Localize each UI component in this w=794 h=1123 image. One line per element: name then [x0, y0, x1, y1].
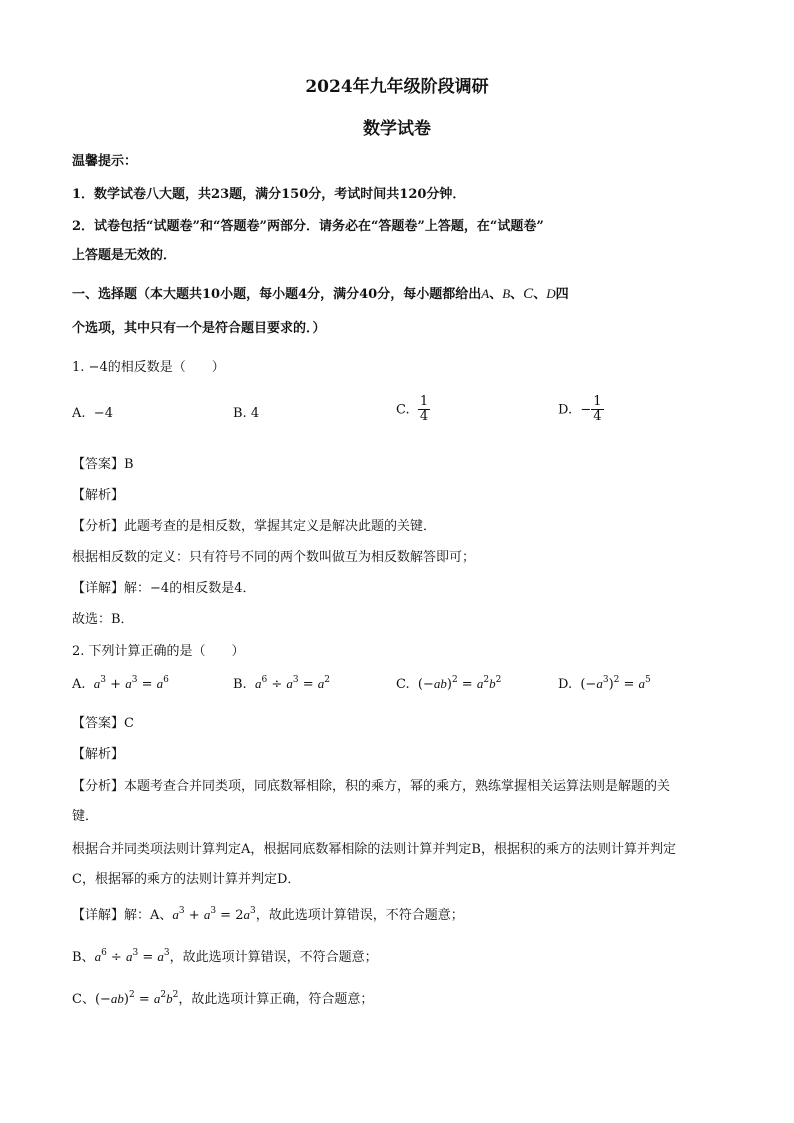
detail-post: ，故此选项计算正确，符合题意；: [178, 992, 374, 1007]
tips-item-2-line-2: 上答题是无效的．: [72, 248, 177, 263]
question-text: 下列计算正确的是（ ）: [88, 644, 245, 659]
option-value: −4: [93, 406, 113, 421]
q2-option-a: [72, 676, 169, 692]
q2-option-c: [396, 676, 501, 692]
q2-detail-c: [72, 988, 373, 1007]
q1-analysis-tag: 【解析】: [72, 488, 125, 503]
fraction: [591, 395, 603, 425]
answer-value: C: [124, 716, 134, 731]
q1-rule: 根据相反数的定义：只有符号不同的两个数叫做互为相反数解答即可；: [72, 550, 476, 565]
detail-post: ，故此选项计算错误，不符合题意；: [255, 908, 464, 923]
option-label: A.: [72, 677, 86, 692]
question-number: 1.: [72, 360, 85, 375]
formula: $(-a^3)^2 = a^5$: [580, 675, 651, 692]
formula: $a^6 \div a^3 = a^2$: [254, 675, 330, 692]
q1-option-c: [396, 395, 430, 425]
q2-fenxi-line-1: [72, 775, 670, 794]
formula: $(-ab)^2 = a^2b^2$: [94, 990, 179, 1007]
numerator: 1: [593, 394, 602, 409]
denominator: 4: [419, 409, 429, 425]
option-label: C.: [396, 402, 410, 418]
separator: 、: [510, 287, 524, 302]
fenxi-text: 本题考查合并同类项，同底数幂相除，积的乘方，幂的乘方，熟练掌握相关运算法则是解题的关: [124, 779, 671, 794]
fraction: [418, 395, 430, 425]
q1-option-d: [558, 395, 604, 425]
detail-post: ，故此选项计算错误，不符合题意；: [169, 950, 378, 965]
q2-option-d: [558, 676, 651, 692]
q1-answer: [72, 453, 134, 472]
option-label: C.: [396, 677, 410, 692]
formula: $a^3 + a^3 = 2a^3$: [172, 906, 256, 923]
q2-answer: [72, 712, 134, 731]
exam-subtitle: 数学试卷: [363, 119, 431, 139]
q2-detail-a: [72, 904, 464, 923]
option-label: A.: [72, 406, 86, 421]
q1-fenxi: [72, 515, 436, 534]
q1-option-b: [233, 406, 259, 421]
question-text: 的相反数是（ ）: [107, 360, 225, 375]
q1-option-a: [72, 406, 113, 421]
fenxi-text: 此题考查的是相反数，掌握其定义是解决此题的关键．: [124, 519, 437, 534]
question-2-stem: [72, 640, 245, 659]
q1-detail: [72, 577, 255, 596]
option-letter-d: D: [546, 286, 556, 301]
tips-label: 温馨提示：: [72, 154, 138, 169]
formula: $(-ab)^2 = a^2b^2$: [417, 675, 502, 692]
fenxi-tag: 【分析】: [72, 519, 125, 534]
detail-pre: 解：: [124, 581, 151, 596]
detail-pre: B、: [72, 950, 95, 965]
option-label: D.: [558, 402, 573, 418]
option-letter-c: C: [523, 286, 534, 302]
detail-post: 的相反数是4．: [169, 581, 256, 596]
math-expression: −4: [150, 581, 170, 596]
exam-title: 2024年九年级阶段调研: [305, 77, 489, 97]
tips-item-1: 1．数学试卷八大题，共23题，满分150分，考试时间共120分钟．: [72, 187, 466, 202]
q2-option-b: [233, 676, 330, 692]
q2-detail-b: [72, 946, 378, 965]
question-1-stem: [72, 356, 225, 375]
answer-value: B: [124, 457, 134, 472]
minus-sign: −: [580, 402, 592, 418]
question-number: 2.: [72, 644, 85, 659]
q2-rule-line-1: 根据合并同类项法则计算判定A，根据同底数幂相除的法则计算并判定B，根据积的乘方的法则计算并判定: [72, 842, 676, 857]
formula: $a^6 \div a^3 = a^3$: [94, 948, 170, 965]
separator: 、: [489, 287, 503, 302]
answer-tag: 【答案】: [72, 457, 125, 472]
denominator: 4: [593, 409, 602, 425]
q2-fenxi-line-2: 键．: [72, 809, 99, 824]
math-expression: −4: [88, 360, 108, 375]
option-label: B.: [233, 677, 247, 692]
answer-tag: 【答案】: [72, 716, 125, 731]
option-label: D.: [558, 677, 573, 692]
separator: 、: [533, 287, 547, 302]
option-value: 4: [250, 406, 260, 421]
fenxi-tag: 【分析】: [72, 779, 125, 794]
option-letter-a: A: [481, 286, 490, 301]
numerator: 1: [419, 394, 429, 409]
q2-rule-line-2: C，根据幂的乘方的法则计算并判定D．: [72, 872, 301, 887]
section-heading-line-2: 个选项，其中只有一个是符合题目要求的．）: [72, 321, 326, 336]
q1-choose: 故选：B．: [72, 612, 134, 627]
section-heading-suffix: 四: [555, 287, 569, 302]
formula: $a^3 + a^3 = a^6$: [93, 675, 169, 692]
option-label: B.: [233, 406, 247, 421]
section-heading-prefix: 一、选择题（本大题共10小题，每小题4分，满分40分，每小题都给出: [72, 287, 482, 302]
section-heading: [72, 283, 569, 303]
detail-pre: 解：A、: [124, 908, 173, 923]
option-letter-b: B: [502, 286, 511, 301]
detail-pre: C、: [72, 992, 95, 1007]
tips-item-2-line-1: 2．试卷包括“试题卷”和“答题卷”两部分．请务必在“答题卷”上答题，在“试题卷”: [72, 219, 544, 234]
q2-analysis-tag: 【解析】: [72, 747, 125, 762]
detail-tag: 【详解】: [72, 581, 125, 596]
detail-tag: 【详解】: [72, 908, 125, 923]
